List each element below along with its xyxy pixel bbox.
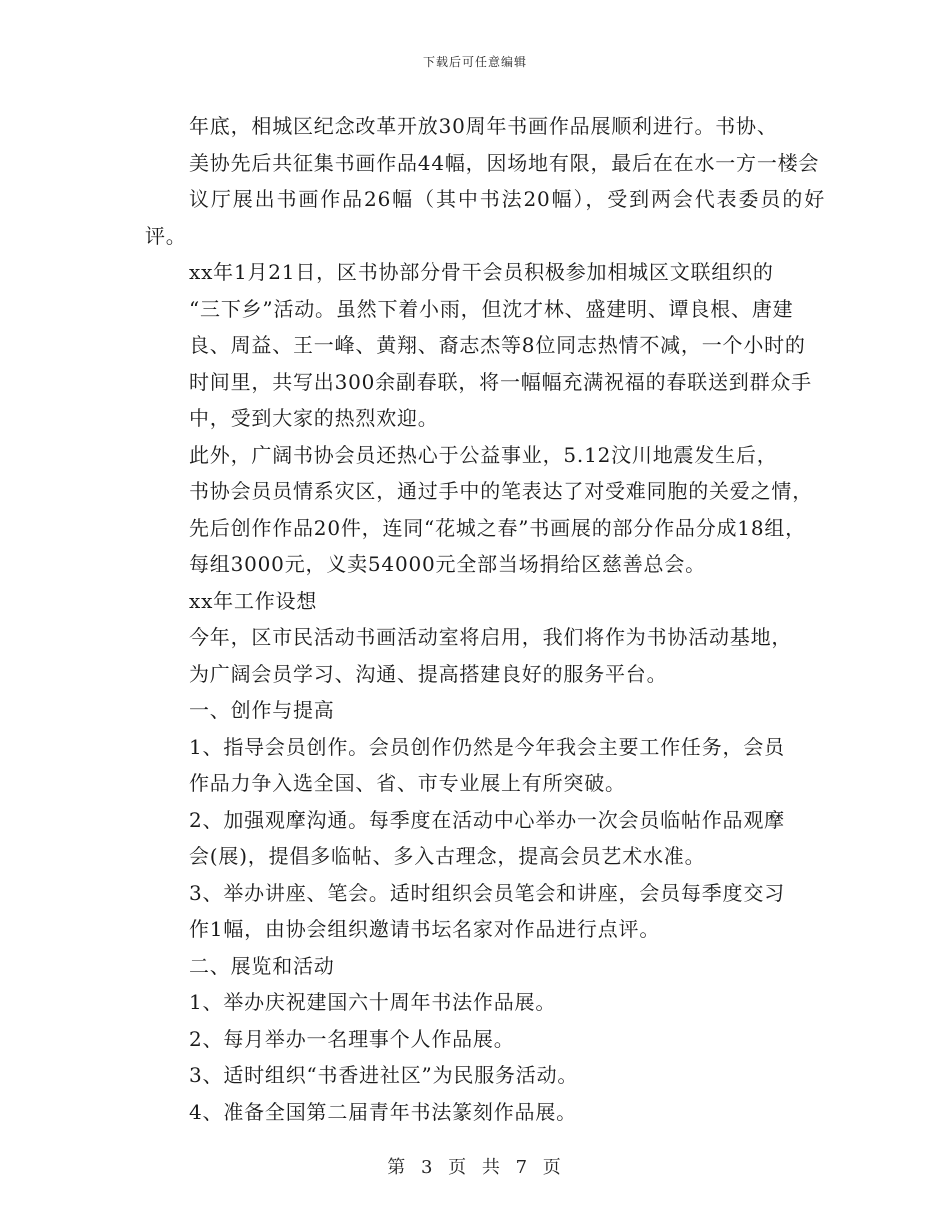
paragraph xyxy=(145,437,825,583)
text-line: 每组3000元，义卖54000元全部当场捐给区慈善总会。 xyxy=(189,552,706,576)
text-line: 3、举办讲座、笔会。适时组织会员笔会和讲座，会员每季度交习 xyxy=(189,880,785,905)
text-line: 美协先后共征集书画作品44幅，因场地有限，最后在在水一方一楼会 xyxy=(189,150,820,175)
footer-label-unit: 页 xyxy=(448,1157,469,1178)
text-line: 2、加强观摩沟通。每季度在活动中心举办一次会员临帖作品观摩 xyxy=(189,807,785,832)
section-heading xyxy=(145,583,825,620)
text-line: 二、展览和活动 xyxy=(189,953,335,978)
section-heading xyxy=(145,948,825,985)
footer-label-page: 第 xyxy=(387,1157,408,1178)
text-line: 今年，区市民活动书画活动室将启用，我们将作为书协活动基地， xyxy=(189,625,793,649)
text-line: 先后创作作品20件，连同“花城之春”书画展的部分作品分成18组， xyxy=(189,515,806,540)
text-line: 书协会员员情系灾区，通过手中的笔表达了对受难同胞的关爱之情， xyxy=(189,479,813,503)
paragraph xyxy=(145,802,825,875)
text-line: 会(展)，提倡多临帖、多入古理念，提高会员艺术水准。 xyxy=(189,844,706,868)
text-line: 3、适时组织“书香进社区”为民服务活动。 xyxy=(189,1063,579,1087)
text-line: 年底，相城区纪念改革开放30周年书画作品展顺利进行。书协、 xyxy=(189,114,778,138)
paragraph xyxy=(145,254,825,437)
text-line: 议厅展出书画作品26幅（其中书法20幅），受到两会代表委员的好评。 xyxy=(145,187,825,248)
list-item xyxy=(145,1057,825,1094)
text-line: 2、每月举办一名理事个人作品展。 xyxy=(189,1026,515,1051)
text-line: 一、创作与提高 xyxy=(189,698,335,722)
section-heading xyxy=(145,692,825,729)
text-line: 时间里，共写出300余副春联，将一幅幅充满祝福的春联送到群众手 xyxy=(189,369,812,394)
paragraph xyxy=(145,108,825,254)
footer-label-unit: 页 xyxy=(542,1157,563,1178)
text-line: 良、周益、王一峰、黄翔、裔志杰等8位同志热情不减，一个小时的 xyxy=(189,333,806,357)
text-line: 作品力争入选全国、省、市专业展上有所突破。 xyxy=(189,771,626,795)
current-page-number: 3 xyxy=(420,1157,435,1178)
text-line: xx年1月21日，区书协部分骨干会员积极参加相城区文联组织的 xyxy=(189,260,774,284)
text-line: 中，受到大家的热烈欢迎。 xyxy=(189,406,439,430)
text-line: 1、举办庆祝建国六十周年书法作品展。 xyxy=(189,990,557,1014)
text-line: 为广阔会员学习、沟通、提高搭建良好的服务平台。 xyxy=(189,661,668,686)
text-line: 1、指导会员创作。会员创作仍然是今年我会主要工作任务，会员 xyxy=(189,734,785,759)
list-item xyxy=(145,984,825,1021)
page-footer xyxy=(0,1153,950,1179)
paragraph xyxy=(145,729,825,802)
document-body xyxy=(145,108,825,1130)
text-line: “三下乡”活动。虽然下着小雨，但沈才林、盛建明、谭良根、唐建 xyxy=(189,296,794,321)
text-line: 作1幅，由协会组织邀请书坛名家对作品进行点评。 xyxy=(189,917,661,941)
paragraph xyxy=(145,619,825,692)
text-line: 此外，广阔书协会员还热心于公益事业，5.12汶川地震发生后， xyxy=(189,442,778,467)
list-item xyxy=(145,1021,825,1058)
paragraph xyxy=(145,875,825,948)
list-item xyxy=(145,1094,825,1131)
total-pages-number: 7 xyxy=(515,1157,530,1178)
footer-label-total: 共 xyxy=(481,1157,502,1178)
text-line: xx年工作设想 xyxy=(189,588,318,613)
text-line: 4、准备全国第二届青年书法篆刻作品展。 xyxy=(189,1099,577,1124)
page-header: 下载后可任意编辑 xyxy=(422,55,527,69)
